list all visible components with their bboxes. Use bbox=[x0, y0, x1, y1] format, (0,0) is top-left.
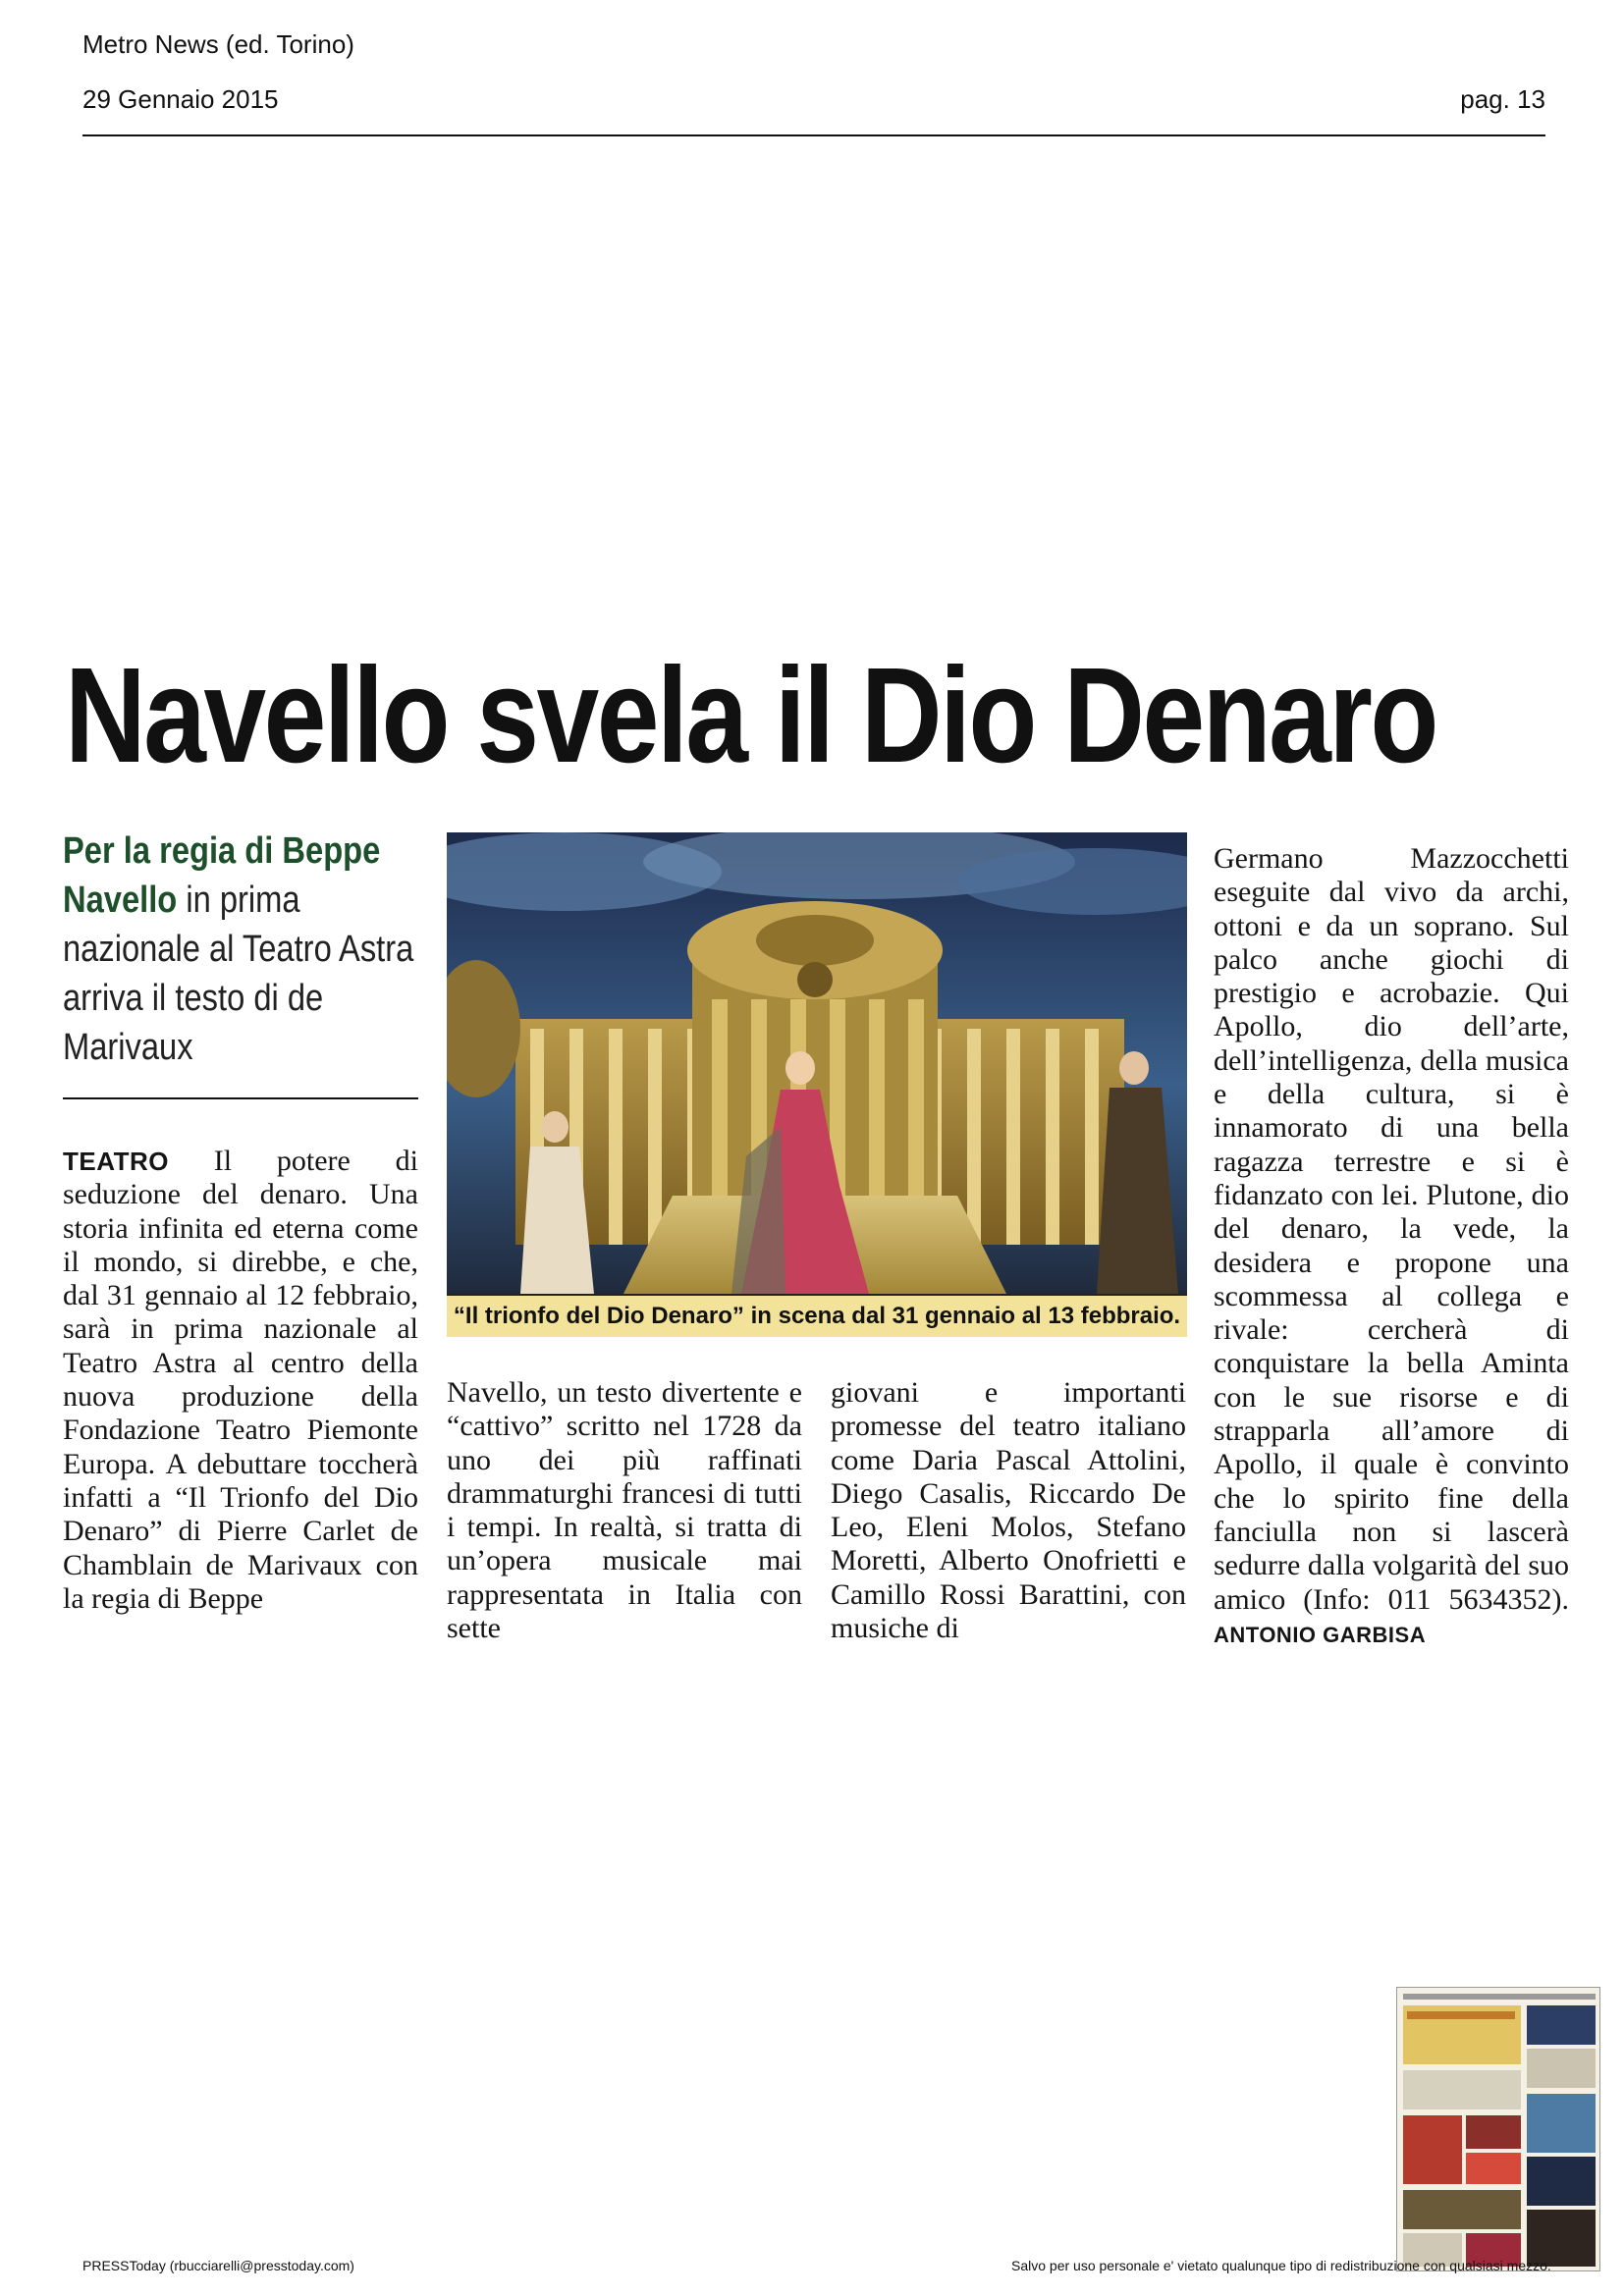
deck-rule bbox=[63, 1097, 418, 1099]
photo-caption: “Il trionfo del Dio Denaro” in scena dal 31 gennaio al 13 febbraio. bbox=[447, 1294, 1187, 1337]
page-thumbnail-image bbox=[1397, 1988, 1600, 2271]
article-column-1 bbox=[63, 1145, 418, 1616]
column-3-text: giovani e importanti promesse del teatro italiano come Daria Pascal Attolini, Diego Casalis, Riccardo De Leo, Eleni Molos, Stefano Moretti, Alberto Onofrietti e Camillo Rossi Barattini, con musiche di bbox=[831, 1376, 1186, 1645]
article-photo bbox=[447, 832, 1187, 1337]
article-column-2 bbox=[447, 1376, 802, 1645]
footer-disclaimer: Salvo per uso personale e' vietato qualunque tipo di redistribuzione con qualsiasi mezzo. bbox=[1011, 2258, 1551, 2273]
publication-name: Metro News (ed. Torino) bbox=[82, 29, 354, 59]
publication-date: 29 Gennaio 2015 bbox=[82, 84, 279, 114]
article-deck bbox=[63, 827, 434, 1072]
deck-highlight: Per la regia di Beppe Navello bbox=[63, 830, 381, 921]
column-4-text: Germano Mazzocchetti eseguite dal vivo da archi, ottoni e da un soprano. Sul palco anche giochi di prestigio e acrobazie. Qui Apollo, dio dell’arte, dell’intelligenza, della musica e della cultura, si è innamorato di una bella ragazza terrestre e si è fidanzato con lei. Plutone, dio del denaro, la vede, la desidera e propone una scommessa al collega e rivale: cercherà di conquistare la bella Aminta con le sue risorse e di strapparla all’amore di Apollo, il quale è convinto che lo spirito fine della fanciulla non si lascerà sedurre dalla volgarità del suo amico (Info: 011 5634352). bbox=[1214, 842, 1569, 1616]
article-column-3 bbox=[831, 1376, 1186, 1645]
deck-text: in prima nazionale al Teatro Astra arriva il testo di de Marivaux bbox=[63, 880, 414, 1068]
page-number: pag. 13 bbox=[1460, 84, 1545, 114]
column-2-text: Navello, un testo divertente e “cattivo” scritto nel 1728 da uno dei più raffinati drammaturghi francesi di tutti i tempi. In realtà, si tratta di un’opera musicale mai rappresentata in Italia con sette bbox=[447, 1376, 802, 1645]
footer-source: PRESSToday (rbucciarelli@presstoday.com) bbox=[82, 2258, 354, 2273]
article-column-4 bbox=[1214, 842, 1569, 1652]
stage-scene-image bbox=[447, 832, 1187, 1337]
article-headline: Navello svela il Dio Denaro bbox=[65, 640, 1436, 791]
column-1-text: Il potere di seduzione del denaro. Una storia infinita ed eterna come il mondo, si direbbe, e che, dal 31 gennaio al 12 febbraio, sarà in prima nazionale al Teatro Astra al centro della nuova produzione della Fondazione Teatro Piemonte Europa. A debuttare toccherà infatti a “Il Trionfo del Dio Denaro” di Pierre Carlet de Chamblain de Marivaux con la regia di Beppe bbox=[63, 1145, 418, 1615]
page-thumbnail bbox=[1396, 1987, 1600, 2271]
article-byline: ANTONIO GARBISA bbox=[1214, 1622, 1427, 1647]
header-rule bbox=[82, 134, 1545, 136]
section-kicker: TEATRO bbox=[63, 1147, 169, 1176]
